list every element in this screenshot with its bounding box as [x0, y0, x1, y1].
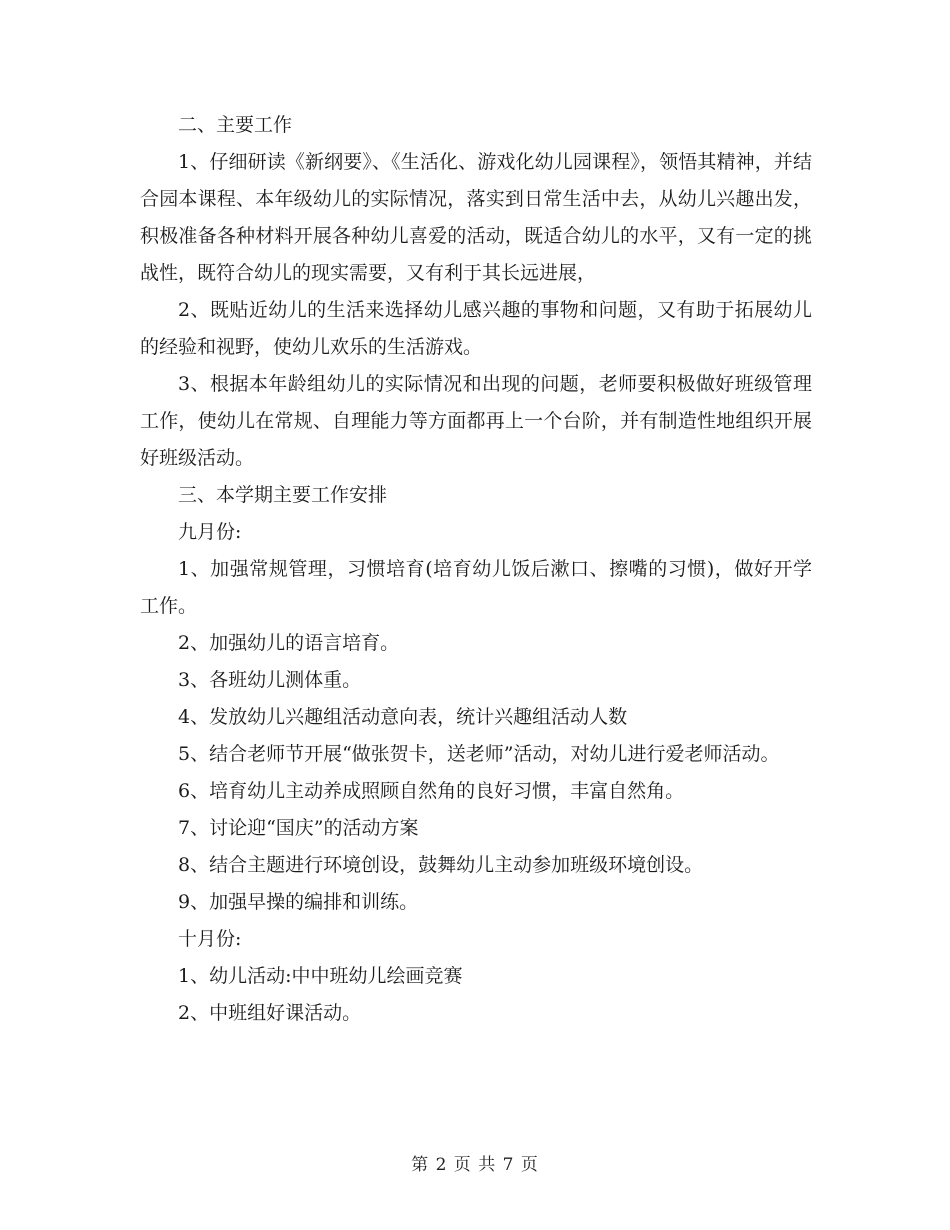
october-item-2: 2、中班组好课活动。: [178, 1002, 362, 1024]
document-body: [140, 107, 812, 1032]
september-item-9: 9、加强早操的编排和训练。: [178, 891, 419, 913]
september-item-7: 7、讨论迎“国庆”的活动方案: [178, 817, 419, 839]
september-item-6: 6、培育幼儿主动养成照顾自然角的良好习惯，丰富自然角。: [178, 780, 685, 802]
september-item-5: 5、结合老师节开展“做张贺卡，送老师”活动，对幼儿进行爱老师活动。: [178, 743, 780, 765]
section-heading-schedule: 三、本学期主要工作安排: [178, 484, 388, 506]
september-item-8: 8、结合主题进行环境创设，鼓舞幼儿主动参加班级环境创设。: [178, 854, 704, 876]
september-item-2: 2、加强幼儿的语言培育。: [178, 632, 400, 654]
september-item-3: 3、各班幼儿测体重。: [178, 669, 362, 691]
september-item-1: 1、加强常规管理，习惯培育(培育幼儿饭后漱口、擦嘴的习惯)，做好开学工作。: [140, 558, 812, 617]
october-item-1: 1、幼儿活动:中中班幼儿绘画竞赛: [178, 965, 463, 987]
page-number-footer: 第 2 页 共 7 页: [411, 1155, 539, 1175]
section-heading-main-work: 二、主要工作: [178, 114, 293, 136]
month-heading-september: 九月份:: [178, 521, 242, 543]
month-heading-october: 十月份:: [178, 928, 242, 950]
september-item-4: 4、发放幼儿兴趣组活动意向表，统计兴趣组活动人数: [178, 706, 628, 728]
paragraph-item-3: 3、根据本年龄组幼儿的实际情况和出现的问题，老师要积极做好班级管理工作，使幼儿在常规、自理能力等方面都再上一个台阶，并有制造性地组织开展好班级活动。: [140, 373, 812, 469]
paragraph-item-2: 2、既贴近幼儿的生活来选择幼儿感兴趣的事物和问题，又有助于拓展幼儿的经验和视野，使幼儿欢乐的生活游戏。: [140, 299, 812, 358]
paragraph-item-1: 1、仔细研读《新纲要》、《生活化、游戏化幼儿园课程》，领悟其精神，并结合园本课程、本年级幼儿的实际情况，落实到日常生活中去，从幼儿兴趣出发，积极准备各种材料开展各种幼儿喜爱的活动，既适合幼儿的水平，又有一定的挑战性，既符合幼儿的现实需要，又有利于其长远进展，: [140, 151, 812, 284]
